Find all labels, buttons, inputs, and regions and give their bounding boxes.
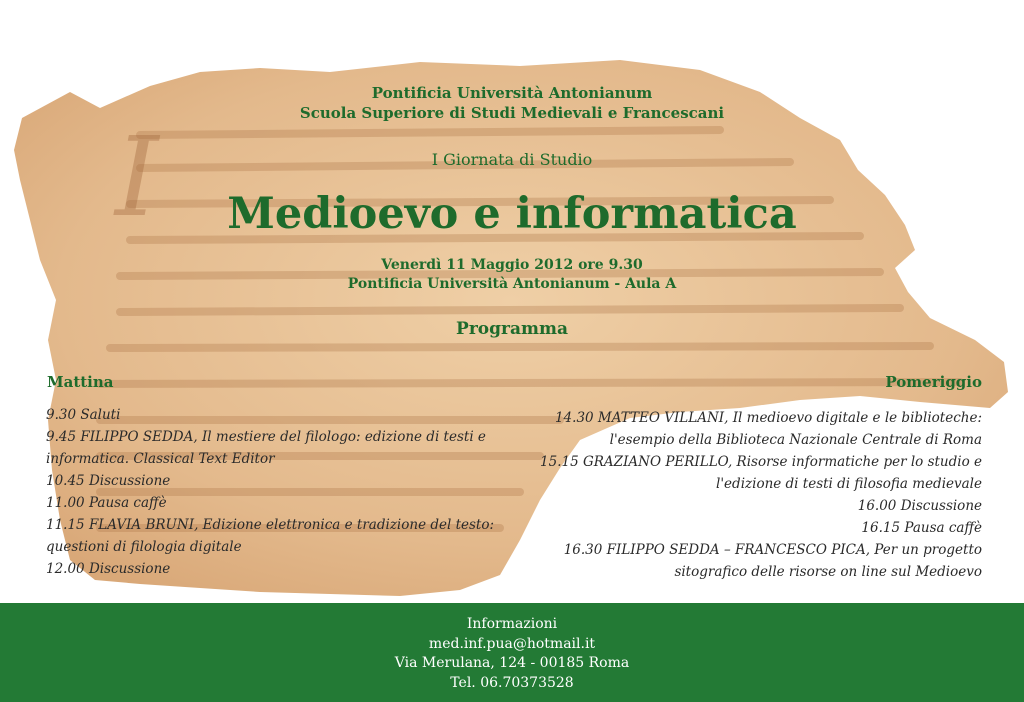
schedule-line: informatica. Classical Text Editor <box>46 451 275 467</box>
event-title: Medioevo e informatica <box>227 189 797 239</box>
contact-address: Via Merulana, 124 - 00185 Roma <box>394 655 630 671</box>
afternoon-heading: Pomeriggio <box>885 373 982 391</box>
event-subtitle: I Giornata di Studio <box>431 150 593 169</box>
initial-letter-icon: I <box>115 113 159 241</box>
schedule-line: 14.30 MATTEO VILLANI, Il medioevo digitale e le biblioteche: <box>554 410 982 426</box>
info-footer <box>0 603 1024 702</box>
afternoon-schedule <box>502 407 982 583</box>
schedule-line: l'edizione di testi di filosofia medievale <box>716 476 982 492</box>
program-heading: Programma <box>456 319 568 339</box>
schedule-line: 9.45 FILIPPO SEDDA, Il mestiere del filologo: edizione di testi e <box>46 429 486 445</box>
event-place: Pontificia Università Antonianum - Aula A <box>347 276 677 292</box>
schedule-line: l'esempio della Biblioteca Nazionale Centrale di Roma <box>609 432 982 448</box>
university-name: Pontificia Università Antonianum <box>371 84 653 102</box>
schedule-line: questioni di filologia digitale <box>46 539 242 555</box>
contact-email[interactable]: med.inf.pua@hotmail.it <box>428 635 596 652</box>
schedule-line: 15.15 GRAZIANO PERILLO, Risorse informatiche per lo studio e <box>540 454 982 470</box>
event-details <box>0 256 1024 294</box>
morning-heading: Mattina <box>47 373 114 391</box>
schedule-line: 16.00 Discussione <box>857 498 982 514</box>
schedule-line: 11.00 Pausa caffè <box>46 495 167 511</box>
schedule-line: 9.30 Saluti <box>46 407 121 423</box>
contact-phone: Tel. 06.70373528 <box>450 674 574 691</box>
schedule-line: sitografico delle risorse on line sul Medioevo <box>674 564 982 580</box>
schedule-line: 10.45 Discussione <box>46 473 171 489</box>
schedule-line: 11.15 FLAVIA BRUNI, Edizione elettronica e tradizione del testo: <box>46 517 495 533</box>
info-heading: Informazioni <box>466 616 558 632</box>
schedule-line: 12.00 Discussione <box>46 561 171 577</box>
school-name: Scuola Superiore di Studi Medievali e Francescani <box>299 104 725 122</box>
schedule-line: 16.15 Pausa caffè <box>861 520 982 536</box>
morning-schedule <box>46 404 516 580</box>
event-date: Venerdì 11 Maggio 2012 ore 9.30 <box>381 257 643 273</box>
schedule-line: 16.30 FILIPPO SEDDA – FRANCESCO PICA, Per un progetto <box>563 542 982 558</box>
institution-block <box>0 83 1024 123</box>
